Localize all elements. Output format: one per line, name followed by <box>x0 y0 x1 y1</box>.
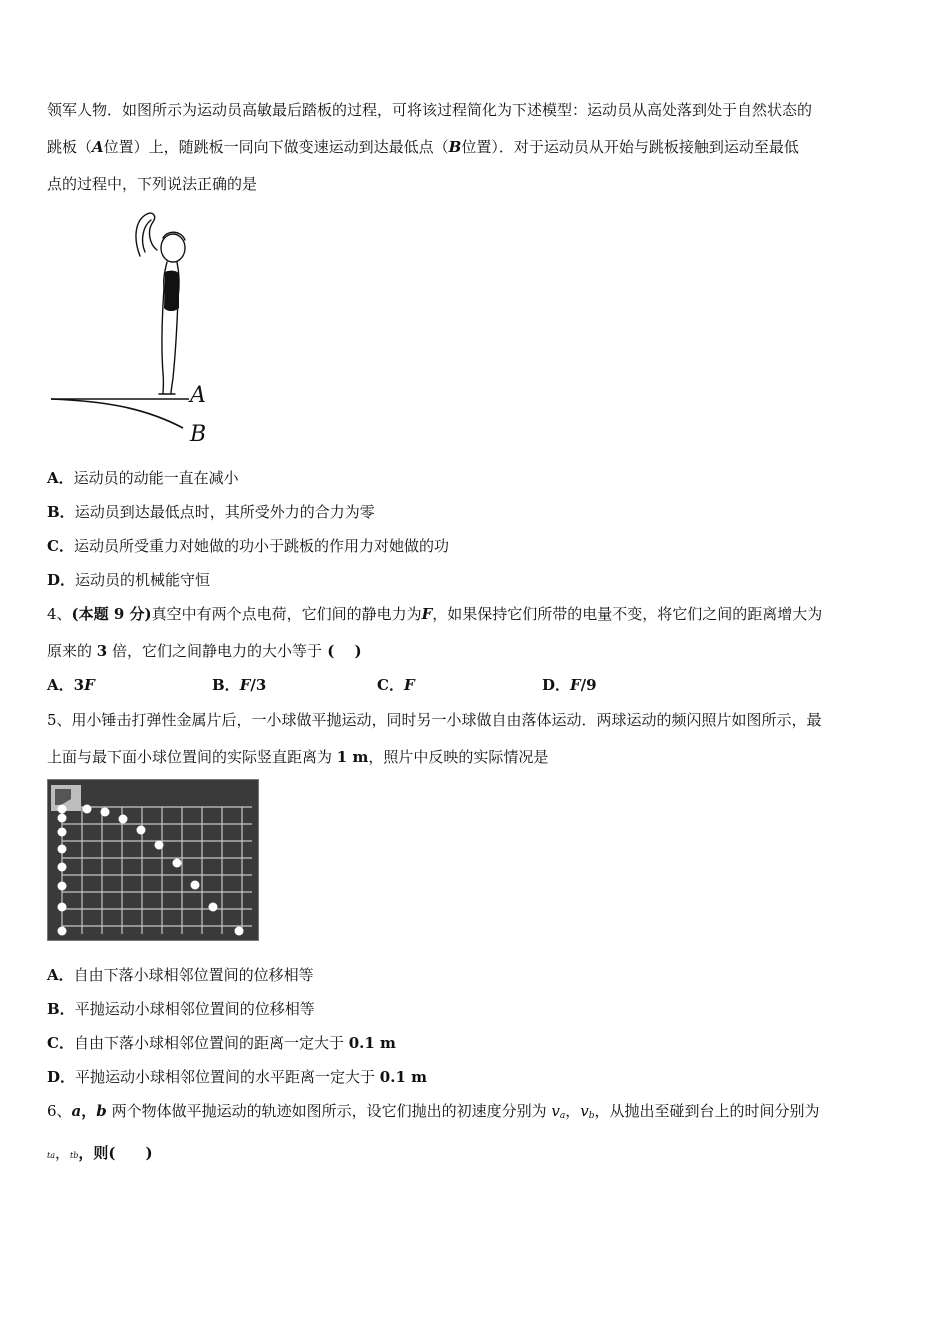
q5-option-b[interactable]: B．平抛运动小球相邻位置间的位移相等 <box>47 1000 315 1018</box>
strobe-photo-figure <box>47 779 259 941</box>
q5-option-c[interactable]: C．自由下落小球相邻位置间的距离一定大于 0.1 m <box>47 1034 396 1052</box>
q4-stem-line-1: 4、(本题 9 分)真空中有两个点电荷，它们间的静电力为F，如果保持它们所带的电量不变，将它们之间的距离增大为 <box>47 605 823 623</box>
q3-option-b[interactable]: B．运动员到达最低点时，其所受外力的合力为零 <box>47 503 375 521</box>
q5-stem-line-2: 上面与最下面小球位置间的实际竖直距离为 1 m，照片中反映的实际情况是 <box>47 748 549 766</box>
q3-option-a[interactable]: A．运动员的动能一直在减小 <box>47 469 239 487</box>
q6-stem-line-1: 6、a，b 两个物体做平抛运动的轨迹如图所示，设它们抛出的初速度分别为 $v_a$，$v_b$，从抛出至碰到台上的时间分别为 <box>47 1102 820 1121</box>
q4-option-d[interactable]: D．F/9 <box>542 676 597 694</box>
diver-figure <box>45 208 225 453</box>
q4-option-c[interactable]: C．F <box>377 676 415 694</box>
q3-option-c[interactable]: C．运动员所受重力对她做的功小于跳板的作用力对她做的功 <box>47 537 449 555</box>
q4-option-a[interactable]: A．3F <box>47 676 95 694</box>
q3-stem <box>47 92 907 203</box>
q5-option-a[interactable]: A．自由下落小球相邻位置间的位移相等 <box>47 966 314 984</box>
q6-stem-line-2: ta，tb，则( ) <box>47 1144 153 1162</box>
figure-label-a: A <box>190 383 206 408</box>
q4-stem <box>47 596 907 670</box>
q3-stem-line-2: 跳板（A位置）上，随跳板一同向下做变速运动到达最低点（B位置）．对于运动员从开始与跳板接触到运动至最低 <box>47 138 799 156</box>
figure-label-b: B <box>190 422 207 447</box>
q4-option-b[interactable]: B．F/3 <box>212 676 267 694</box>
q6-stem <box>47 1093 907 1174</box>
q4-options <box>47 674 907 698</box>
q5-stem-line-1: 5、用小锤击打弹性金属片后，一小球做平抛运动，同时另一小球做自由落体运动．两球运动的频闪照片如图所示，最 <box>47 711 822 729</box>
q4-stem-line-2: 原来的 3 倍，它们之间静电力的大小等于 ( ) <box>47 642 362 660</box>
q5-option-d[interactable]: D．平抛运动小球相邻位置间的水平距离一定大于 0.1 m <box>47 1068 427 1086</box>
q3-option-d[interactable]: D．运动员的机械能守恒 <box>47 571 211 589</box>
q3-stem-line-1: 领军人物．如图所示为运动员高敏最后踏板的过程，可将该过程简化为下述模型：运动员从高处落到处于自然状态的 <box>47 101 813 119</box>
q5-stem <box>47 702 907 776</box>
q3-stem-line-3: 点的过程中，下列说法正确的是 <box>47 175 258 193</box>
